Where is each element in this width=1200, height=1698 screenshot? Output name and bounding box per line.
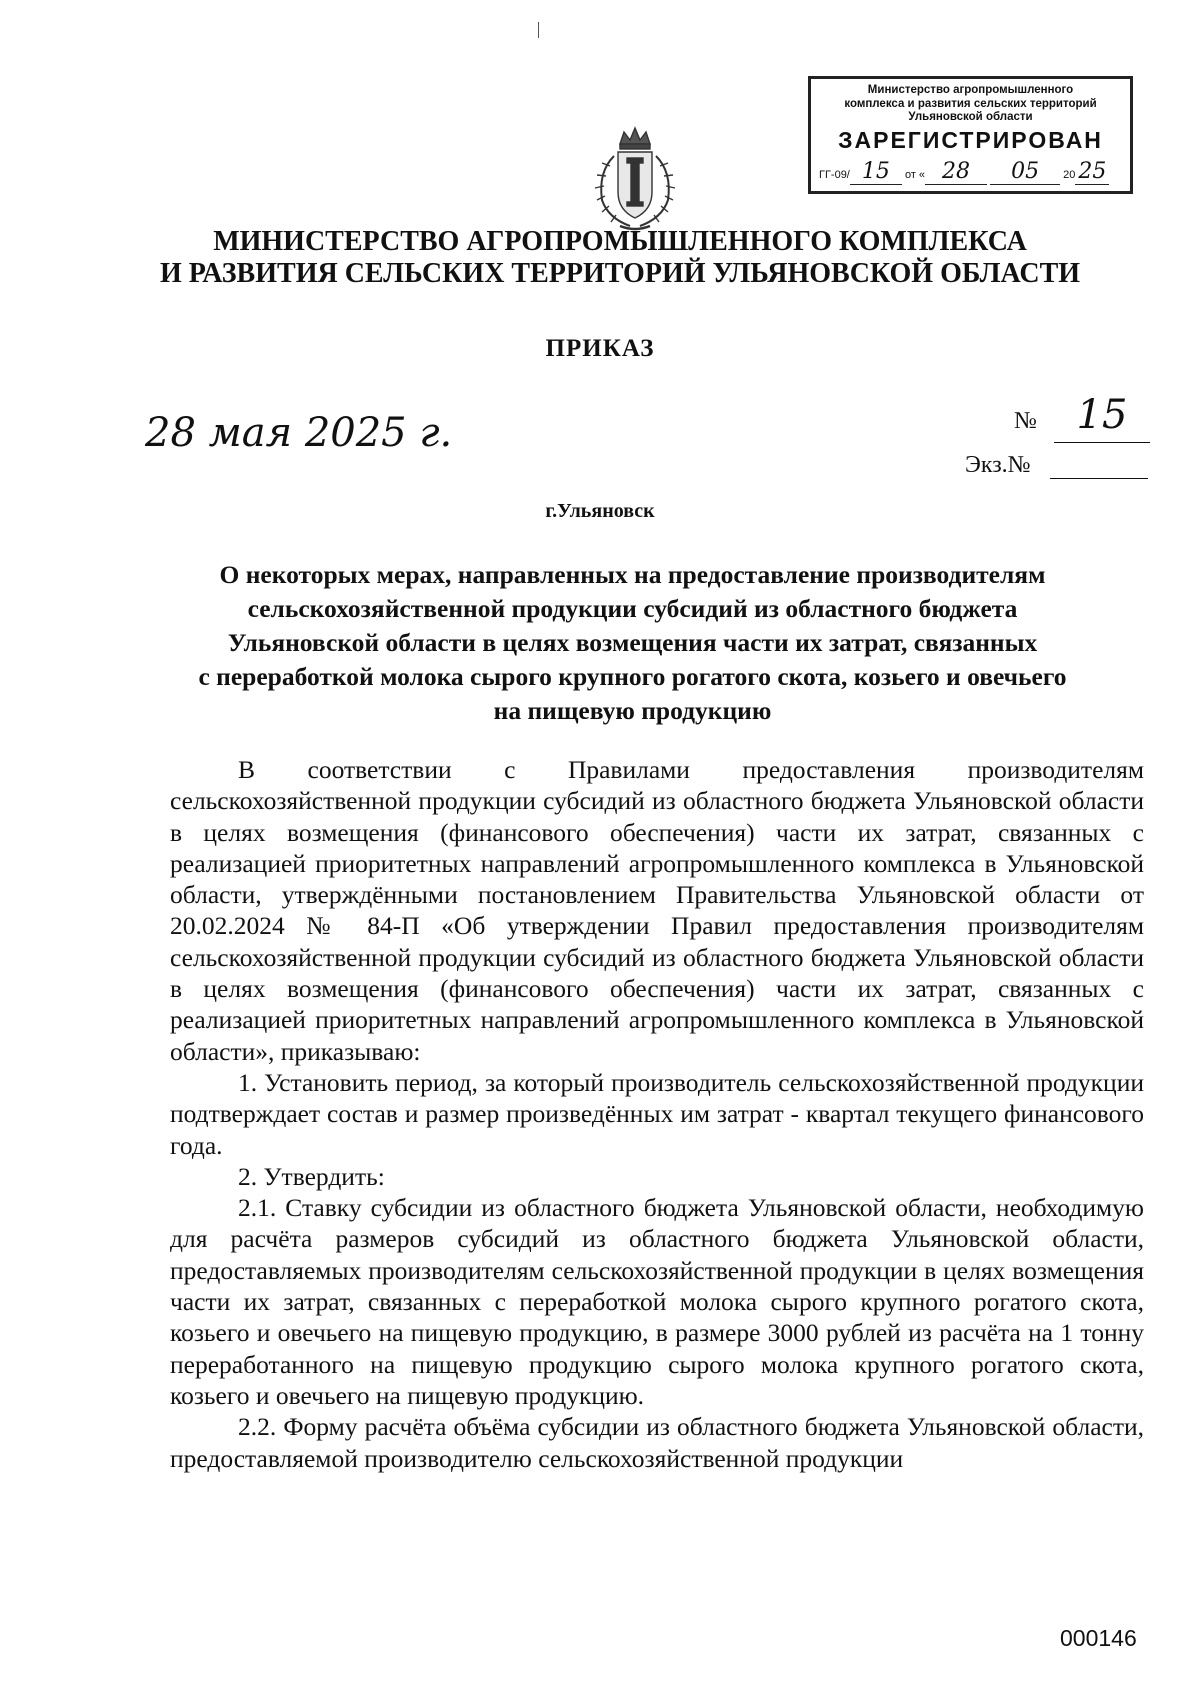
- order-title-line: О некоторых мерах, направленных на предоставление производителям: [219, 560, 1046, 589]
- stamp-org-line2: комплекса и развития сельских территорий: [844, 97, 1097, 110]
- order-title-line: Ульяновской области в целях возмещения части их затрат, связанных: [227, 628, 1038, 657]
- clause-2: 2. Утвердить:: [238, 1161, 385, 1191]
- stamp-year-prefix: 20: [1063, 168, 1076, 181]
- coat-of-arms-icon: [580, 122, 690, 234]
- stamp-number-line: [819, 160, 1124, 185]
- copy-number-label: Экз.№: [965, 452, 1031, 478]
- stamp-number-prefix: ГГ-09/: [819, 168, 850, 181]
- order-title: [160, 558, 1105, 728]
- ministry-name-line1: МИНИСТЕРСТВО АГРОПРОМЫШЛЕННОГО КОМПЛЕКСА: [213, 226, 1027, 257]
- handwritten-date: 28 мая 2025 г.: [145, 410, 453, 456]
- preamble-paragraph: В соответствии с Правилами предоставления производителям сельскохозяйственной продукции субсидий из областного бюджета Ульяновской области в целях возмещения (финансового обеспечения) части их затрат, связанных с реализацией приоритетных направлений агропромышленного комплекса в Ульяновской области, утверждёнными постановлением Правительства Ульяновской области от 20.02.2024 № 84-П «Об утверждении Правил предоставления производителям сельскохозяйственной продукции субсидий из областного бюджета Ульяновской области в целях возмещения (финансового обеспечения) части их затрат, связанных с реализацией приоритетных направлений агропромышленного комплекса в Ульяновской области», приказываю:: [170, 755, 1144, 1066]
- stamp-day: 28: [925, 160, 987, 185]
- copy-number-blank: [1050, 478, 1148, 479]
- stamp-number: 15: [850, 160, 902, 185]
- stamp-status: ЗАРЕГИСТРИРОВАН: [838, 126, 1103, 153]
- stamp-from-label: от «: [904, 168, 926, 181]
- clause-1: 1. Установить период, за который производитель сельскохозяйственной продукции подтверждает состав и размер произведённых им затрат - квартал текущего финансового года.: [170, 1067, 1144, 1160]
- order-title-line: сельскохозяйственной продукции субсидий из областного бюджета: [247, 594, 1018, 623]
- city: г.Ульяновск: [545, 500, 655, 522]
- stamp-org-line3: Ульяновской области: [908, 111, 1033, 124]
- stamp-year-suffix: 25: [1075, 160, 1109, 185]
- document-type: ПРИКАЗ: [545, 335, 655, 362]
- stamp-org-line1: Министерство агропромышленного: [867, 84, 1074, 96]
- order-number-value: 15: [1054, 392, 1150, 443]
- clause-2-1: 2.1. Ставку субсидии из областного бюджета Ульяновской области, необходимую для расчёта размеров субсидий из областного бюджета Ульяновской области, предоставляемых производителям сельскохозяйственной продукции в целях возмещения части их затрат, связанных с переработкой молока сырого крупного рогатого скота, козьего и овечьего на пищевую продукцию, в размере 3000 рублей из расчёта на 1 тонну переработанного на пищевую продукцию сырого молока крупного рогатого скота, козьего и овечьего на пищевую продукцию.: [170, 1193, 1144, 1410]
- stamp-month: 05: [990, 160, 1060, 185]
- order-title-line: с переработкой молока сырого крупного рогатого скота, козьего и овечьего: [198, 662, 1067, 691]
- registration-stamp: [808, 76, 1133, 194]
- order-number-label: №: [1014, 408, 1037, 434]
- scan-mark: [538, 22, 539, 38]
- order-body: [170, 754, 1144, 1474]
- order-title-line: на пищевую продукцию: [493, 696, 772, 725]
- ministry-name-line2: И РАЗВИТИЯ СЕЛЬСКИХ ТЕРРИТОРИЙ УЛЬЯНОВСКОЙ ОБЛАСТИ: [159, 258, 1081, 289]
- clause-2-2: 2.2. Форму расчёта объёма субсидии из областного бюджета Ульяновской области, предоставляемой производителю сельскохозяйственной продукции: [170, 1412, 1144, 1473]
- page-code: 000146: [1060, 1625, 1137, 1651]
